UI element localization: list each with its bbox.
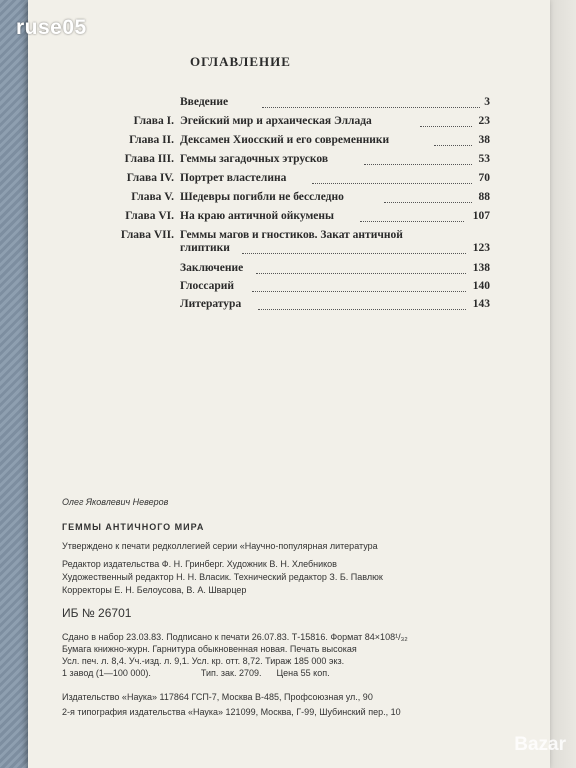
toc-leader [242, 252, 466, 254]
toc-leader [256, 272, 466, 274]
colophon-print-1: Сдано в набор 23.03.83. Подписано к печати 26.07.83. Т-15816. Формат 84×108¹/₃₂ [62, 632, 408, 642]
toc-entry-page: 3 [484, 96, 490, 108]
toc-entry-page: 38 [478, 134, 490, 146]
toc-entry-chapter: Глава III. [124, 153, 174, 165]
toc-entry-page: 23 [478, 115, 490, 127]
seller-watermark: ruse05 [16, 16, 87, 39]
toc-leader [420, 125, 472, 127]
toc-entry-title: Дексамен Хиосский и его современники [180, 134, 390, 146]
toc-entry-page: 123 [472, 242, 490, 254]
toc-entry-page: 143 [472, 298, 490, 310]
colophon-print-2: Бумага книжно-журн. Гарнитура обыкновенная новая. Печать высокая [62, 644, 357, 654]
colophon-editor: Редактор издательства Ф. Н. Гринберг. Художник В. Н. Хлебников [62, 559, 337, 569]
colophon-approved: Утверждено к печати редколлегией серии «Научно-популярная литература [62, 541, 378, 551]
colophon-print-4: 1 завод (1—100 000). Тип. зак. 2709. Цена 55 коп. [62, 668, 330, 678]
toc-entry-page: 53 [478, 153, 490, 165]
toc-entry-title: Заключение [180, 262, 244, 274]
toc-entry-title: Введение [180, 96, 229, 108]
toc-entry-page: 140 [472, 280, 490, 292]
toc-entry-title-cont: глиптики [180, 242, 230, 254]
bazar-logo: Bazar [514, 734, 566, 755]
toc-entry-title: Эгейский мир и архаическая Эллада [180, 115, 372, 127]
toc-entry-title: Геммы загадочных этрусков [180, 153, 329, 165]
colophon-print-3: Усл. печ. л. 8,4. Уч.-изд. л. 9,1. Усл. кр. отт. 8,72. Тираж 185 000 экз. [62, 656, 345, 666]
colophon-art-editor: Художественный редактор Н. Н. Власик. Технический редактор З. Б. Павлюк [62, 572, 383, 582]
toc-leader [434, 144, 472, 146]
toc-title: ОГЛАВЛЕНИЕ [190, 54, 291, 69]
toc-entry-title: Литература [180, 298, 242, 310]
toc-entry-page: 70 [478, 172, 490, 184]
toc-entry-chapter: Глава IV. [126, 172, 174, 184]
colophon-correctors: Корректоры Е. Н. Белоусова, В. А. Шварцер [62, 585, 247, 595]
toc-leader [384, 201, 472, 203]
toc-leader [364, 163, 472, 165]
colophon-ib-number: ИБ № 26701 [62, 606, 132, 620]
toc-leader [262, 106, 480, 108]
toc-leader [258, 308, 466, 310]
toc-entry-page: 107 [472, 210, 490, 222]
toc-entry-chapter: Глава VI. [125, 210, 174, 222]
colophon-printer: 2-я типография издательства «Наука» 121099, Москва, Г-99, Шубинский пер., 10 [62, 707, 401, 717]
toc-leader [252, 290, 466, 292]
toc-leader [360, 220, 464, 222]
toc-entry-title: На краю античной ойкумены [180, 210, 334, 222]
toc-entry-title: Портрет властелина [180, 172, 287, 184]
toc-entry-title: Шедевры погибли не бесследно [180, 191, 344, 203]
colophon-publisher: Издательство «Наука» 117864 ГСП-7, Москва В-485, Профсоюзная ул., 90 [62, 692, 373, 702]
toc-entry-page: 138 [472, 262, 490, 274]
toc-entry-chapter: Глава VII. [120, 229, 174, 241]
toc-entry-page: 88 [478, 191, 490, 203]
colophon-book-title: ГЕММЫ АНТИЧНОГО МИРА [62, 522, 205, 532]
toc-leader [312, 182, 472, 184]
colophon-author: Олег Яковлевич Неверов [62, 497, 169, 507]
toc-entry-title: Глоссарий [180, 280, 234, 292]
toc-entry-chapter: Глава V. [131, 191, 174, 203]
toc-entry-chapter: Глава II. [129, 134, 174, 146]
toc-entry-chapter: Глава I. [133, 115, 174, 127]
toc-entry-title: Геммы магов и гностиков. Закат античной [180, 229, 403, 241]
